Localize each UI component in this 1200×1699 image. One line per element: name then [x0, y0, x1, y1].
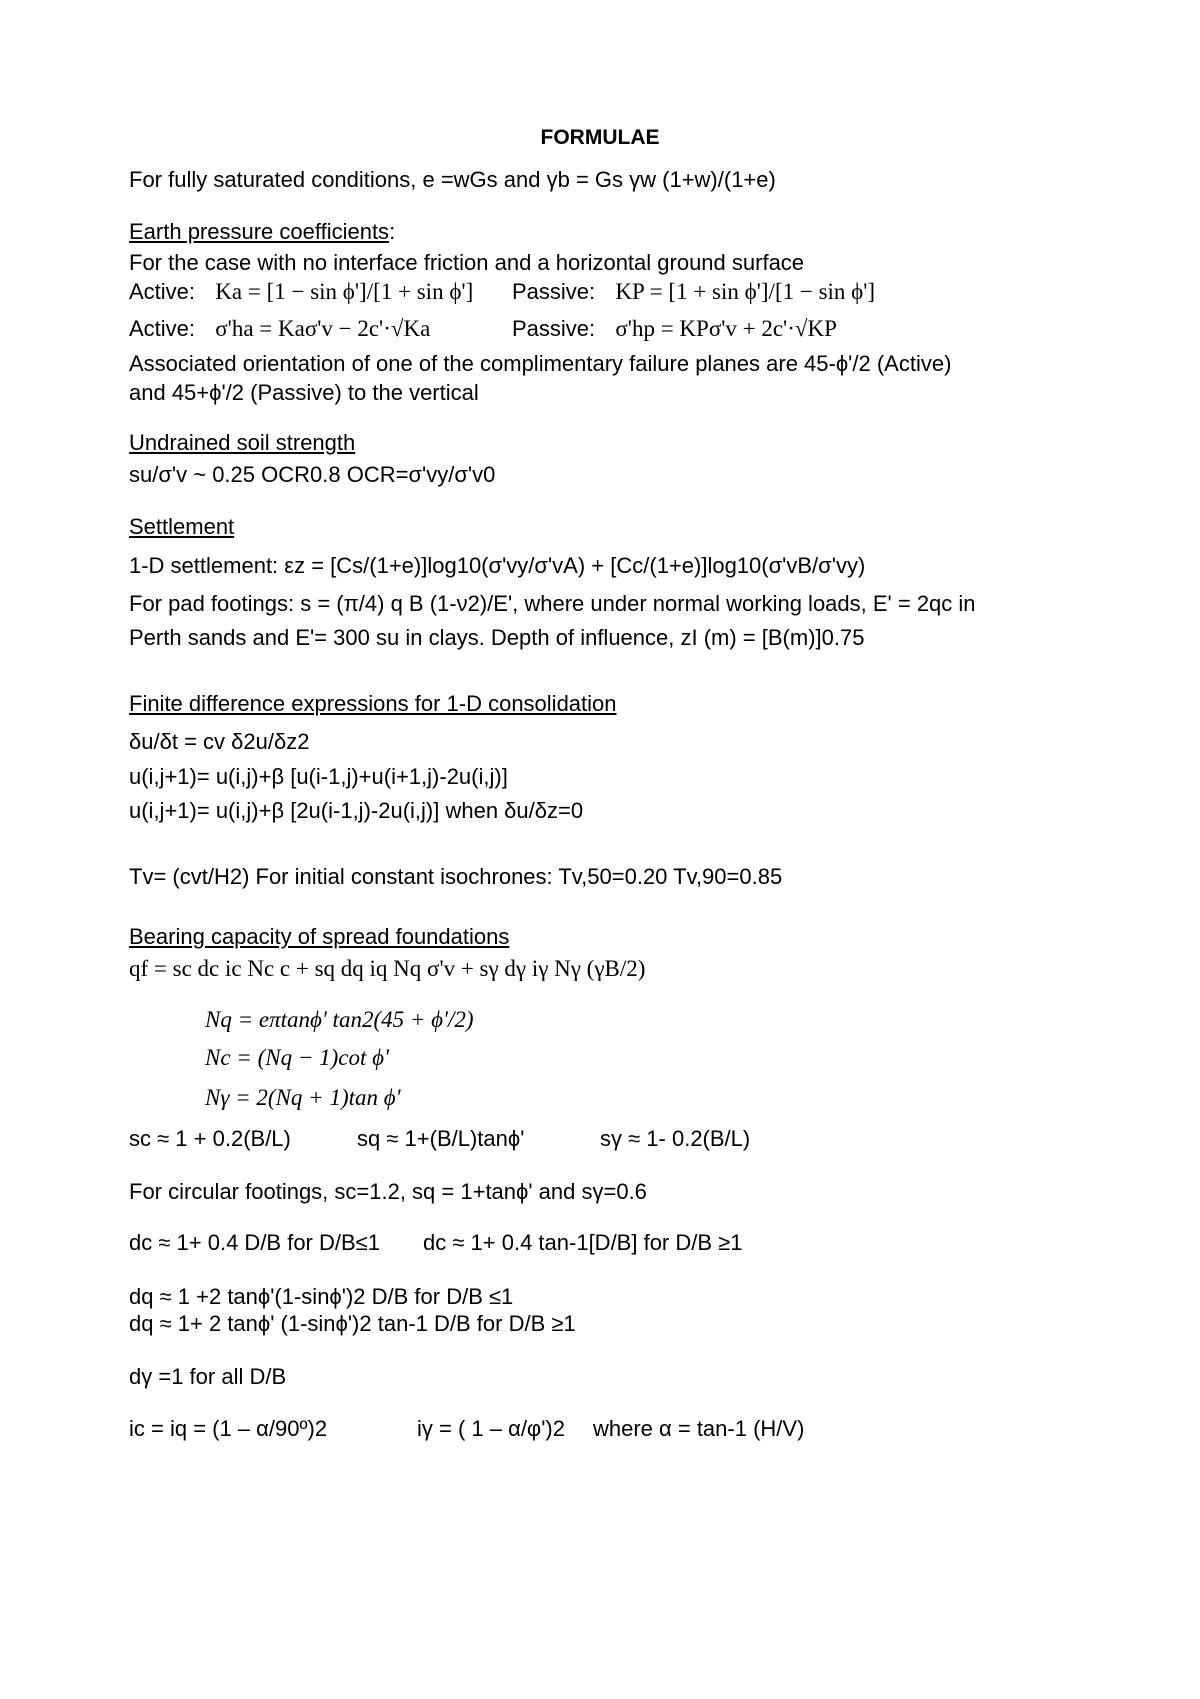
- active-label: Active:: [129, 279, 196, 304]
- failure-plane-line-2: and 45+ϕ'/2 (Passive) to the vertical: [129, 380, 479, 405]
- consolidation-pde: δu/δt = cv δ2u/δz2: [129, 729, 310, 754]
- finite-difference-boundary-eq: u(i,j+1)= u(i,j)+β [2u(i-1,j)-2u(i,j)] when δu/δz=0: [129, 798, 584, 823]
- stress-row: [129, 316, 430, 342]
- ngamma-formula: Nγ = 2(Nq + 1)tan ϕ': [205, 1085, 401, 1110]
- depth-factor-dc-small: dc ≈ 1+ 0.4 D/B for D/B≤1: [129, 1230, 380, 1255]
- page-title: FORMULAE: [540, 126, 660, 149]
- shape-factor-sq: sq ≈ 1+(B/L)tanϕ': [357, 1126, 525, 1151]
- earth-pressure-colon: :: [389, 219, 396, 244]
- passive-label: Passive:: [512, 279, 596, 304]
- shape-factor-sgamma: sγ ≈ 1- 0.2(B/L): [600, 1126, 751, 1151]
- bearing-capacity-equation: qf = sc dc ic Nc c + sq dq iq Nq σ'v + sγ dγ iγ Nγ (γB/2): [129, 956, 646, 981]
- finite-difference-eq: u(i,j+1)= u(i,j)+β [u(i-1,j)+u(i+1,j)-2u(i,j)]: [129, 764, 508, 789]
- failure-plane-line-1: Associated orientation of one of the complimentary failure planes are 45-ϕ'/2 (Active): [129, 351, 952, 376]
- nc-formula: Nc = (Nq − 1)cot ϕ': [205, 1045, 389, 1070]
- earth-pressure-heading: Earth pressure coefficients: [129, 219, 390, 244]
- nq-formula: Nq = eπtanϕ' tan2(45 + ϕ'/2): [205, 1007, 474, 1032]
- earth-pressure-heading-line: [129, 219, 395, 245]
- settlement-heading: Settlement: [129, 514, 235, 539]
- sigma-hp-formula: σ'hp = KPσ'v + 2c'·√KP: [615, 316, 837, 341]
- active-label-2: Active:: [129, 316, 196, 341]
- pad-footing-line-2: Perth sands and E'= 300 su in clays. Depth of influence, zI (m) = [B(m)]0.75: [129, 625, 865, 650]
- circular-footing-line: For circular footings, sc=1.2, sq = 1+tanϕ' and sγ=0.6: [129, 1179, 647, 1204]
- coefficient-row-passive: [512, 279, 875, 305]
- stress-row-passive: [512, 316, 837, 342]
- undrained-heading: Undrained soil strength: [129, 430, 356, 455]
- saturated-conditions-line: For fully saturated conditions, e =wGs and γb = Gs γw (1+w)/(1+e): [129, 167, 776, 192]
- bearing-capacity-heading: Bearing capacity of spread foundations: [129, 924, 510, 949]
- depth-factor-dgamma: dγ =1 for all D/B: [129, 1364, 287, 1389]
- pad-footing-line-1: For pad footings: s = (π/4) q B (1-ν2)/E', where under normal working loads, E' = 2qc in: [129, 591, 976, 616]
- ka-formula: Ka = [1 − sin ϕ']/[1 + sin ϕ']: [215, 279, 474, 304]
- one-d-settlement: 1-D settlement: εz = [Cs/(1+e)]log10(σ'vy/σ'vA) + [Cc/(1+e)]log10(σ'vB/σ'vy): [129, 553, 866, 578]
- finite-difference-heading: Finite difference expressions for 1-D consolidation: [129, 691, 617, 716]
- depth-factor-dq-large: dq ≈ 1+ 2 tanϕ' (1-sinϕ')2 tan-1 D/B for D/B ≥1: [129, 1311, 576, 1336]
- time-factor-line: Tv= (cvt/H2) For initial constant isochrones: Tv,50=0.20 Tv,90=0.85: [129, 864, 783, 889]
- coefficient-row: [129, 279, 473, 305]
- depth-factor-dq-small: dq ≈ 1 +2 tanϕ'(1-sinϕ')2 D/B for D/B ≤1: [129, 1284, 514, 1309]
- inclination-factor-ic: ic = iq = (1 – α/90º)2: [129, 1416, 328, 1441]
- kp-formula: KP = [1 + sin ϕ']/[1 − sin ϕ']: [615, 279, 876, 304]
- passive-label-2: Passive:: [512, 316, 596, 341]
- inclination-factor-igamma: iγ = ( 1 – α/φ')2: [417, 1416, 565, 1441]
- depth-factor-dc-large: dc ≈ 1+ 0.4 tan-1[D/B] for D/B ≥1: [423, 1230, 743, 1255]
- undrained-formula: su/σ'v ~ 0.25 OCR0.8 OCR=σ'vy/σ'v0: [129, 462, 496, 487]
- sigma-ha-formula: σ'ha = Kaσ'v − 2c'·√Ka: [215, 316, 431, 341]
- shape-factor-sc: sc ≈ 1 + 0.2(B/L): [129, 1126, 291, 1151]
- earth-pressure-case: For the case with no interface friction and a horizontal ground surface: [129, 250, 805, 275]
- alpha-definition: where α = tan-1 (H/V): [593, 1416, 805, 1441]
